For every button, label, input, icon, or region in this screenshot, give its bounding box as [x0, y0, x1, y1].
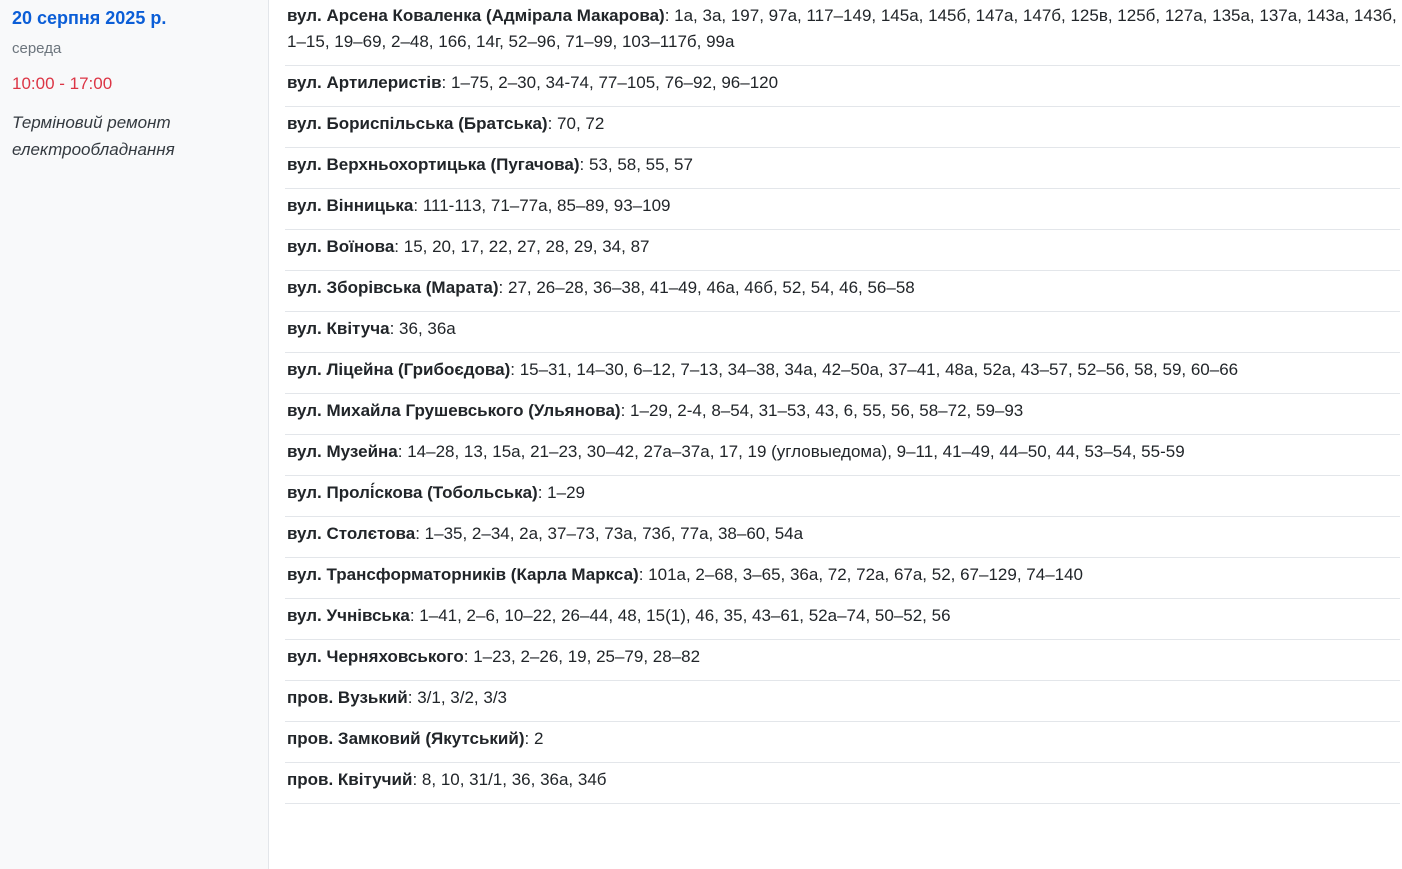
house-numbers: 1а, 3а, 197, 97а, 117–149, 145а, 145б, 147а, 147б, 125в, 125б, 127а, 135а, 137а, 143а, 143б, 1–15, 19–69, 2–48, 166, 14г, 52–96, 71–99, 103–117б, 99а: [287, 6, 1397, 51]
street-name: вул. Пролі́скова (Тобольська): [287, 483, 538, 502]
street-name: вул. Михайла Грушевського (Ульянова): [287, 401, 621, 420]
street-row: вул. Музейна: 14–28, 13, 15а, 21–23, 30–42, 27а–37а, 17, 19 (угловыедома), 9–11, 41–49, 44–50, 44, 53–54, 55-59: [285, 435, 1400, 476]
street-name: вул. Артилеристів: [287, 73, 442, 92]
outage-date: 20 серпня 2025 р.: [12, 8, 167, 28]
house-numbers: 2: [533, 729, 544, 748]
house-numbers: 1–29, 2-4, 8–54, 31–53, 43, 6, 55, 56, 58–72, 59–93: [630, 401, 1024, 420]
house-numbers: 8, 10, 31/1, 36, 36а, 34б: [421, 770, 607, 789]
street-row: вул. Черняховського: 1–23, 2–26, 19, 25–79, 28–82: [285, 640, 1400, 681]
house-numbers: 27, 26–28, 36–38, 41–49, 46а, 46б, 52, 54, 46, 56–58: [507, 278, 915, 297]
street-row: вул. Вінницька: 111-113, 71–77а, 85–89, 93–109: [285, 189, 1400, 230]
street-row: вул. Арсена Коваленка (Адмірала Макарова): 1а, 3а, 197, 97а, 117–149, 145а, 145б, 147а, 147б, 125в, 125б, 127а, 135а, 137а, 143а, 143б, 1–15, 19–69, 2–48, 166, 14г, 52–96, 71–99, 103–117б, 99а: [285, 0, 1400, 66]
house-numbers: 111-113, 71–77а, 85–89, 93–109: [422, 196, 671, 215]
street-row: пров. Квітучий: 8, 10, 31/1, 36, 36а, 34б: [285, 763, 1400, 804]
house-numbers: 1–75, 2–30, 34-74, 77–105, 76–92, 96–120: [451, 73, 779, 92]
house-numbers: 1–35, 2–34, 2а, 37–73, 73а, 73б, 77а, 38–60, 54а: [424, 524, 804, 543]
house-numbers: 14–28, 13, 15а, 21–23, 30–42, 27а–37а, 17, 19 (угловыедома), 9–11, 41–49, 44–50, 44, 53–54, 55-59: [407, 442, 1185, 461]
outage-reason: Терміновий ремонт електрообладнання: [12, 113, 175, 159]
street-row: вул. Верхньохортицька (Пугачова): 53, 58, 55, 57: [285, 148, 1400, 189]
street-row: вул. Бориспільська (Братська): 70, 72: [285, 107, 1400, 148]
street-name: вул. Верхньохортицька (Пугачова): [287, 155, 580, 174]
street-name: вул. Столєтова: [287, 524, 416, 543]
street-name: вул. Музейна: [287, 442, 398, 461]
street-name: вул. Квітуча: [287, 319, 390, 338]
street-row: вул. Ліцейна (Грибоєдова): 15–31, 14–30, 6–12, 7–13, 34–38, 34а, 42–50а, 37–41, 48а, 52а, 43–57, 52–56, 58, 59, 60–66: [285, 353, 1400, 394]
street-name: пров. Квітучий: [287, 770, 413, 789]
outage-weekday: середа: [12, 40, 62, 57]
street-name: вул. Воїнова: [287, 237, 395, 256]
house-numbers: 101а, 2–68, 3–65, 36а, 72, 72а, 67а, 52, 67–129, 74–140: [648, 565, 1084, 584]
street-row: пров. Замковий (Якутський): 2: [285, 722, 1400, 763]
house-numbers: 15–31, 14–30, 6–12, 7–13, 34–38, 34а, 42–50а, 37–41, 48а, 52а, 43–57, 52–56, 58, 59, 60–66: [519, 360, 1239, 379]
house-numbers: 36, 36а: [399, 319, 456, 338]
house-numbers: 53, 58, 55, 57: [588, 155, 693, 174]
street-row: вул. Михайла Грушевського (Ульянова): 1–29, 2-4, 8–54, 31–53, 43, 6, 55, 56, 58–72, 59–93: [285, 394, 1400, 435]
street-name: вул. Бориспільська (Братська): [287, 114, 548, 133]
street-name: пров. Вузький: [287, 688, 408, 707]
house-numbers: 15, 20, 17, 22, 27, 28, 29, 34, 87: [403, 237, 650, 256]
outage-time: 10:00 - 17:00: [12, 74, 113, 93]
street-name: пров. Замковий (Якутський): [287, 729, 525, 748]
house-numbers: 1–29: [547, 483, 585, 502]
street-name: вул. Черняховського: [287, 647, 464, 666]
street-row: вул. Воїнова: 15, 20, 17, 22, 27, 28, 29, 34, 87: [285, 230, 1400, 271]
street-row: вул. Учнівська: 1–41, 2–6, 10–22, 26–44, 48, 15(1), 46, 35, 43–61, 52а–74, 50–52, 56: [285, 599, 1400, 640]
street-name: вул. Вінницька: [287, 196, 414, 215]
house-numbers: 1–41, 2–6, 10–22, 26–44, 48, 15(1), 46, 35, 43–61, 52а–74, 50–52, 56: [419, 606, 951, 625]
street-row: пров. Вузький: 3/1, 3/2, 3/3: [285, 681, 1400, 722]
house-numbers: 3/1, 3/2, 3/3: [417, 688, 508, 707]
house-numbers: 1–23, 2–26, 19, 25–79, 28–82: [473, 647, 701, 666]
street-name: вул. Трансформаторників (Карла Маркса): [287, 565, 639, 584]
outage-info-panel: [0, 0, 269, 869]
house-numbers: 70, 72: [557, 114, 605, 133]
street-row: вул. Трансформаторників (Карла Маркса): 101а, 2–68, 3–65, 36а, 72, 72а, 67а, 52, 67–129, 74–140: [285, 558, 1400, 599]
street-name: вул. Учнівська: [287, 606, 410, 625]
street-row: вул. Артилеристів: 1–75, 2–30, 34-74, 77–105, 76–92, 96–120: [285, 66, 1400, 107]
street-row: вул. Зборівська (Марата): 27, 26–28, 36–38, 41–49, 46а, 46б, 52, 54, 46, 56–58: [285, 271, 1400, 312]
street-row: вул. Столєтова: 1–35, 2–34, 2а, 37–73, 73а, 73б, 77а, 38–60, 54а: [285, 517, 1400, 558]
street-name: вул. Ліцейна (Грибоєдова): [287, 360, 511, 379]
street-row: вул. Квітуча: 36, 36а: [285, 312, 1400, 353]
street-name: вул. Зборівська (Марата): [287, 278, 499, 297]
street-list: [269, 0, 1402, 869]
street-row: вул. Пролі́скова (Тобольська): 1–29: [285, 476, 1400, 517]
street-name: вул. Арсена Коваленка (Адмірала Макарова): [287, 6, 665, 25]
